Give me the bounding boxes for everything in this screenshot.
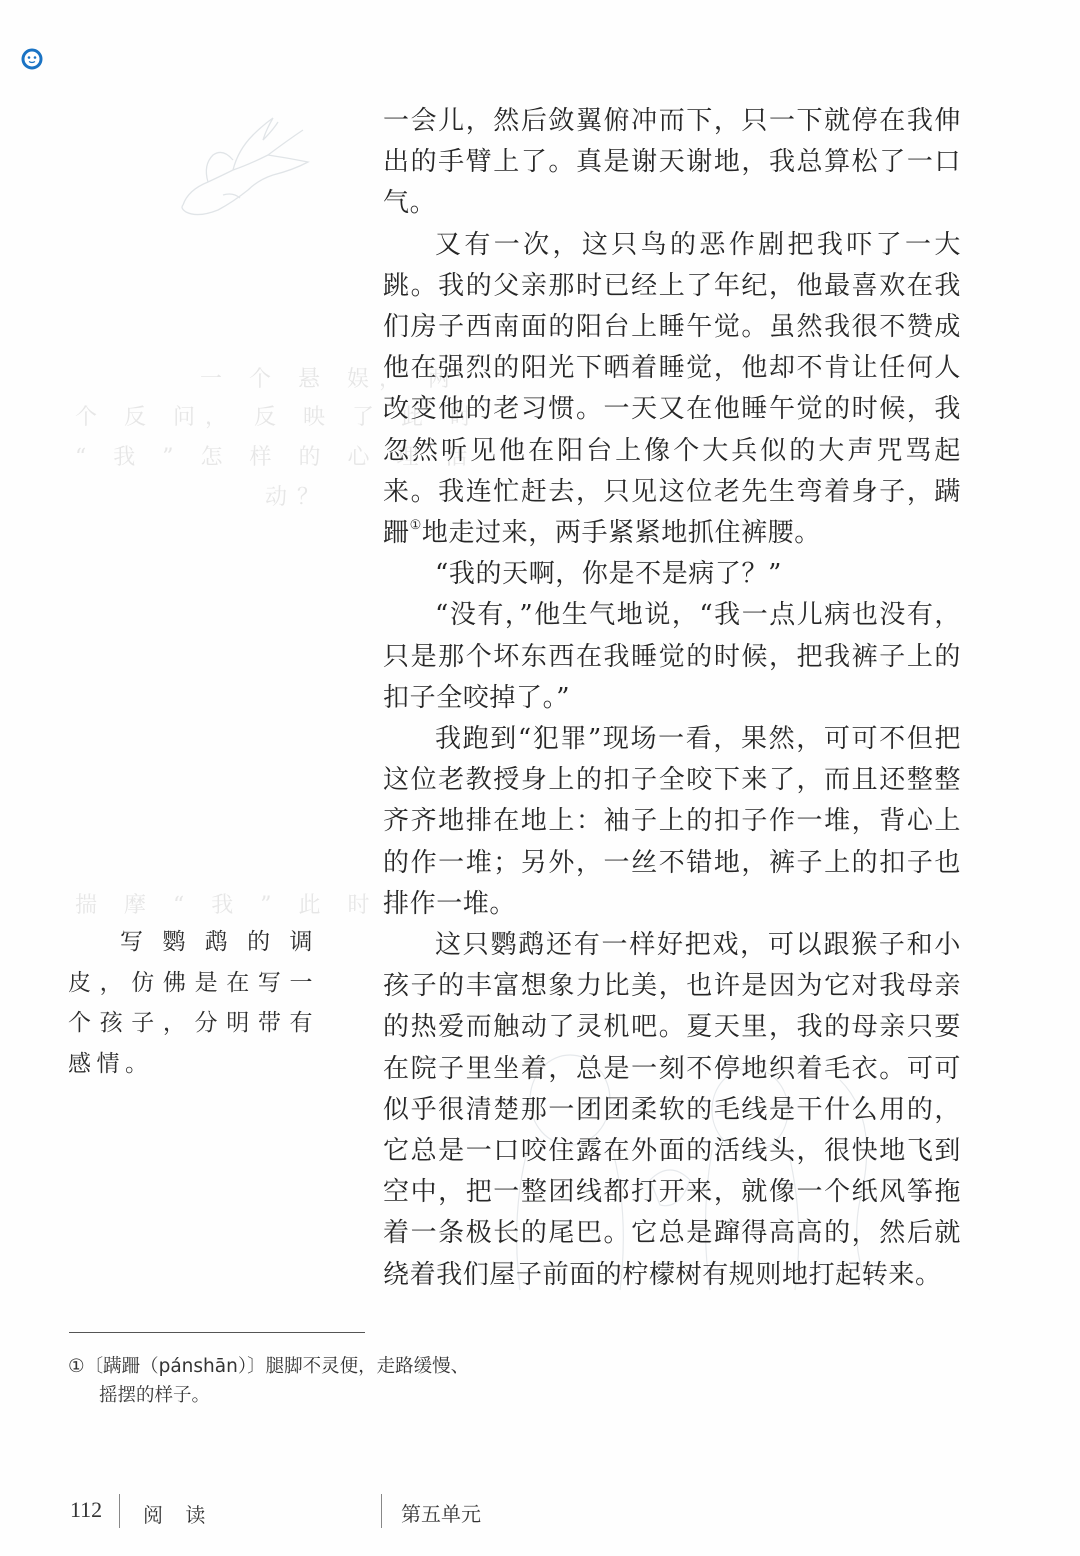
page-number: 112 bbox=[70, 1497, 103, 1522]
bleed-through-text: 一 个 悬 娱， 两 bbox=[200, 367, 460, 392]
paragraph bbox=[383, 225, 961, 555]
bleed-through-text: 动？ bbox=[265, 485, 330, 510]
footer-divider bbox=[119, 1494, 120, 1528]
margin-annotation bbox=[68, 922, 318, 1084]
footnote-line: ①〔蹒跚（pánshān）〕腿脚不灵便，走路缓慢、 bbox=[68, 1356, 470, 1377]
paragraph: “没有，”他生气地说，“我一点儿病也没有，只是那个坏东西在我睡觉的时候，把我裤子上的扣子全咬掉了。” bbox=[383, 600, 961, 713]
paragraph-text: 又有一次，这只鸟的恶作剧把我吓了一大跳。我的父亲那时已经上了年纪，他最喜欢在我们房子西南面的阳台上睡午觉。虽然我很不赞成他在强烈的阳光下晒着睡觉，他却不肯让任何人改变他的老习惯。一天又在他睡午觉的时候，我忽然听见他在阳台上像个大兵似的大声咒骂起来。我连忙赶去，只见这位老先生弯着身子，蹒跚 bbox=[383, 229, 961, 549]
footnote-divider bbox=[69, 1332, 365, 1333]
bleed-through-text: 个 反 问， 反 映 了 此 时 bbox=[75, 405, 482, 430]
footnote bbox=[68, 1352, 538, 1410]
bird-illustration bbox=[178, 110, 313, 225]
paragraph: “我的天啊，你是不是病了？” bbox=[435, 559, 782, 590]
bleed-through-text: 揣 摩 “ 我 ” 此 时 bbox=[75, 893, 380, 918]
footnote-line: 摇摆的样子。 bbox=[99, 1385, 211, 1406]
paragraph-text: 地走过来，两手紧紧地抓住裤腰。 bbox=[421, 518, 821, 549]
paragraph: 我跑到“犯罪”现场一看，果然，可可不但把这位老教授身上的扣子全咬下来了，而且还整整齐齐地排在地上：袖子上的扣子作一堆，背心上的作一堆；另外，一丝不错地，裤子上的扣子也排作一堆。 bbox=[383, 724, 961, 919]
section-label: 阅 读 bbox=[143, 1503, 214, 1527]
footnote-marker[interactable]: ① bbox=[409, 518, 422, 534]
paragraph: 一会儿，然后敛翼俯冲而下，只一下就停在我伸出的手臂上了。真是谢天谢地，我总算松了一口气。 bbox=[383, 106, 961, 219]
main-article-text bbox=[383, 101, 961, 1296]
footer-divider bbox=[381, 1494, 382, 1528]
smiley-face-icon bbox=[21, 48, 43, 70]
paragraph: 这只鹦鹉还有一样好把戏，可以跟猴子和小孩子的丰富想象力比美，也许是因为它对我母亲的热爱而触动了灵机吧。夏天里，我的母亲只要在院子里坐着，总是一刻不停地织着毛衣。可可似乎很清楚那一团团柔软的毛线是干什么用的，它总是一口咬住露在外面的活线头，很快地飞到空中，把一整团线都打开来，就像一个纸风筝拖着一条极长的尾巴。它总是蹿得高高的，然后就绕着我们屋子前面的柠檬树有规则地打起转来。 bbox=[383, 930, 961, 1290]
bleed-through-text: “ 我 ” 怎 样 的 心 理 活 bbox=[75, 445, 478, 470]
unit-label: 第五单元 bbox=[401, 1502, 481, 1526]
annotation-text: 写鹦鹉的调皮，仿佛是在写一个孩子，分明带有感情。 bbox=[68, 929, 318, 1077]
